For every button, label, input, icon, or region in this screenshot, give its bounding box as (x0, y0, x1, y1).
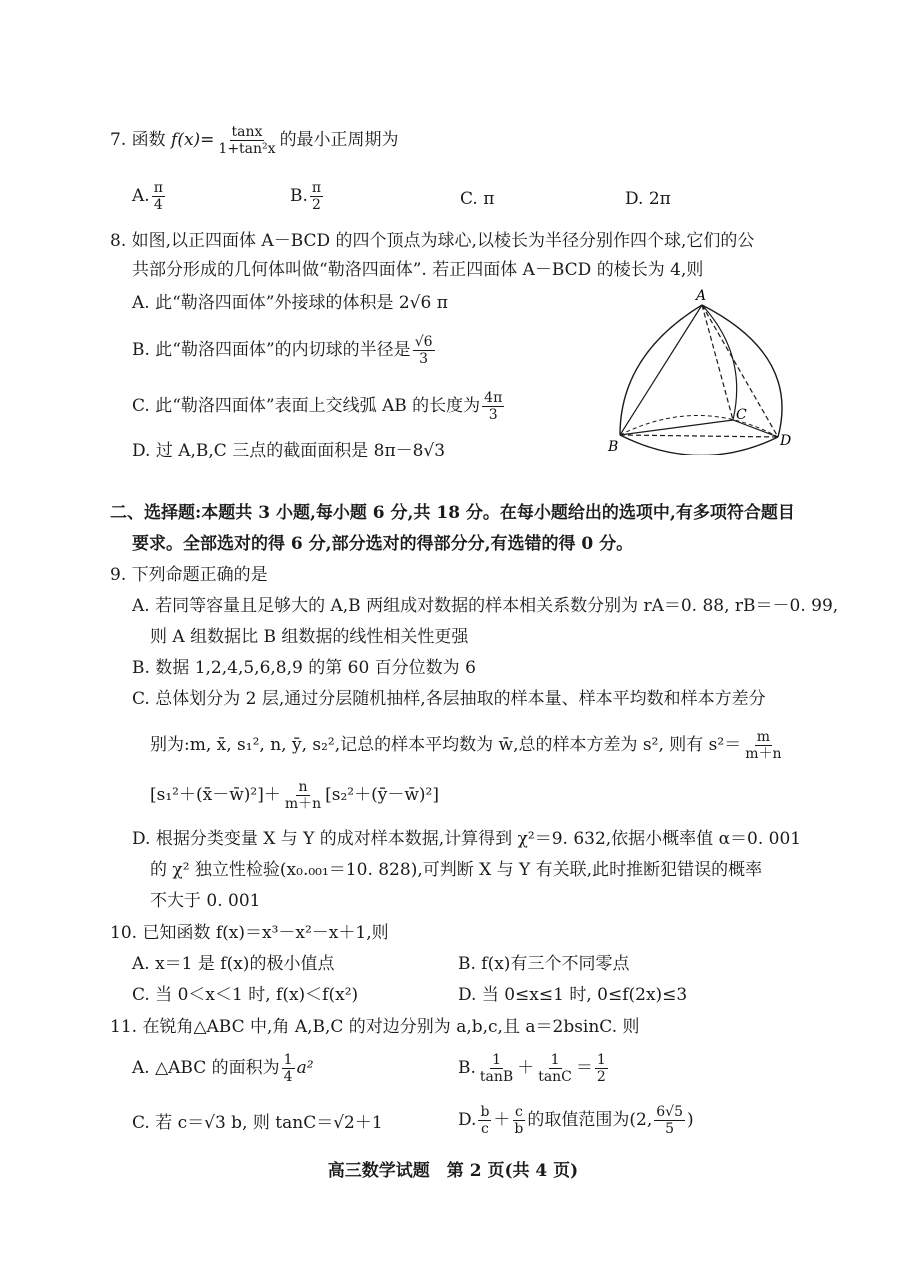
q7-opt-b-num: π (311, 180, 322, 196)
q9-option-d-line-2: 的 χ² 独立性检验(x₀.₀₀₁＝10. 828),可判断 X 与 Y 有关联,此时推断犯错误的概率 (150, 860, 763, 880)
label-d: D (780, 433, 792, 449)
q11-d-mid: 的取值范围为(2, (527, 1110, 653, 1130)
q11-b-pre: B. (458, 1058, 476, 1078)
q7-stem-post: 的最小正周期为 (279, 130, 399, 150)
label-c: C (736, 407, 747, 423)
q7-opt-a-label: A. (132, 186, 150, 206)
q8-opt-b-num: √6 (414, 334, 433, 350)
edge-bd (620, 435, 778, 437)
section2-line-1: 二、选择题:本题共 3 小题,每小题 6 分,共 18 分。在每小题给出的选项中,有多项符合题目 (110, 503, 795, 523)
q11-d-pre: D. (458, 1110, 477, 1130)
q11-b-plus: ＋ (517, 1058, 535, 1078)
q8-opt-c-pre: C. 此“勒洛四面体”表面上交线弧 AB 的长度为 (132, 396, 481, 416)
q7-option-a (132, 180, 167, 213)
q9-c3-den: m＋n (284, 796, 322, 812)
q9-c2-text: 别为:m, x̄, s₁², n, ȳ, s₂²,记总的样本平均数为 w̄,总的样本方差为 s², 则有 s²＝ (150, 735, 742, 755)
q9-c2-num: m (756, 729, 770, 745)
q8-opt-c-den: 3 (488, 407, 498, 423)
q11-a-num: 1 (283, 1052, 293, 1068)
q7-fx: f(x)= (171, 130, 215, 150)
q8-option-c (132, 390, 506, 423)
q11-option-c: C. 若 c＝√3 b, 则 tanC＝√2＋1 (132, 1113, 383, 1133)
section2-line-2: 要求。全部选对的得 6 分,部分选对的得部分分,有选错的得 0 分。 (132, 534, 634, 554)
q11-a-den: 4 (283, 1069, 293, 1085)
q11-a-pre: A. △ABC 的面积为 (132, 1058, 280, 1078)
label-a: A (696, 288, 707, 304)
q7-option-d: D. 2π (625, 189, 671, 209)
q11-d-d2: b (514, 1121, 524, 1137)
q9-option-c-line-2 (150, 728, 786, 762)
q11-b-d1: tanB (479, 1069, 514, 1085)
q8-opt-b-pre: B. 此“勒洛四面体”的内切球的半径是 (132, 340, 411, 360)
reuleaux-tetrahedron-figure (600, 285, 810, 455)
q11-option-b (458, 1052, 610, 1085)
q8-option-a: A. 此“勒洛四面体”外接球的体积是 2√6 π (132, 293, 448, 313)
q7-opt-a-num: π (153, 180, 163, 196)
q11-d-n1: b (480, 1104, 490, 1120)
edge-ac (702, 305, 733, 420)
q9-c3-a: [s₁²＋(x̄－w̄)²]＋ (150, 785, 281, 805)
q9-option-a-line-2: 则 A 组数据比 B 组数据的线性相关性更强 (150, 627, 469, 647)
q8-opt-b-den: 3 (419, 351, 429, 367)
q9-option-b: B. 数据 1,2,4,5,6,8,9 的第 60 百分位数为 6 (132, 658, 476, 678)
q10-stem: 10. 已知函数 f(x)＝x³－x²－x＋1,则 (110, 923, 389, 943)
q9-c3-num: n (298, 779, 308, 795)
q11-d-n2: c (514, 1104, 523, 1120)
q10-option-c: C. 当 0＜x＜1 时, f(x)＜f(x²) (132, 985, 359, 1005)
q7-option-c: C. π (460, 189, 495, 209)
q11-b-d3: 2 (596, 1069, 606, 1085)
q11-d-post: ) (686, 1110, 694, 1130)
edge-bc (620, 420, 733, 435)
q11-option-a (132, 1052, 314, 1085)
q7-opt-a-den: 4 (153, 197, 163, 213)
q10-option-a: A. x＝1 是 f(x)的极小值点 (132, 954, 335, 974)
q8-line-2: 共部分形成的几何体叫做“勒洛四面体”. 若正四面体 A－BCD 的棱长为 4,则 (132, 260, 704, 280)
q7-opt-b-label: B. (290, 186, 308, 206)
q7-fraction (216, 124, 277, 157)
q11-b-n3: 1 (596, 1052, 606, 1068)
q9-c3-b: [s₂²＋(ȳ－w̄)²] (325, 785, 439, 805)
q7-frac-den: 1+tan²x (218, 141, 276, 157)
q7-option-b (290, 180, 325, 213)
q8-option-d: D. 过 A,B,C 三点的截面面积是 8π－8√3 (132, 441, 446, 461)
q9-option-a-line-1: A. 若同等容量且足够大的 A,B 两组成对数据的样本相关系数分别为 rA＝0. 88, rB＝－0. 99, (132, 596, 839, 616)
q7-stem-pre: 7. 函数 (110, 130, 172, 150)
q7-stem (110, 124, 399, 157)
inner-arc-bd (620, 415, 778, 437)
q11-b-n2: 1 (550, 1052, 560, 1068)
q10-option-b: B. f(x)有三个不同零点 (458, 954, 630, 974)
q10-option-d: D. 当 0≤x≤1 时, 0≤f(2x)≤3 (458, 985, 688, 1005)
q11-b-n1: 1 (492, 1052, 501, 1068)
q8-option-b (132, 334, 437, 367)
q9-c2-den: m＋n (745, 746, 782, 762)
page-footer: 高三数学试题 第 2 页(共 4 页) (327, 1161, 579, 1181)
q11-a-post: a² (296, 1058, 314, 1078)
q9-option-d-line-1: D. 根据分类变量 X 与 Y 的成对样本数据,计算得到 χ²＝9. 632,依据小概率值 α＝0. 001 (132, 829, 802, 849)
outer-arc-bottom (620, 435, 778, 455)
q11-d-d1: c (481, 1121, 489, 1137)
q9-option-c-line-1: C. 总体划分为 2 层,通过分层随机抽样,各层抽取的样本量、样本平均数和样本方差分 (132, 689, 766, 709)
q11-b-d2: tanC (538, 1069, 572, 1085)
q7-frac-num: tanx (231, 124, 263, 140)
q9-option-d-line-3: 不大于 0. 001 (150, 891, 261, 911)
q11-d-d3: 5 (665, 1121, 675, 1137)
q11-option-d (458, 1104, 694, 1137)
q11-b-eq: ＝ (575, 1058, 593, 1078)
q8-line-1: 8. 如图,以正四面体 A－BCD 的四个顶点为球心,以棱长为半径分别作四个球,它们的公 (110, 231, 755, 251)
q9-option-c-line-3 (150, 778, 439, 812)
label-b: B (608, 439, 619, 455)
q11-d-plus: ＋ (493, 1110, 511, 1130)
q8-opt-c-num: 4π (484, 390, 503, 406)
q11-stem: 11. 在锐角△ABC 中,角 A,B,C 的对边分别为 a,b,c,且 a＝2bsinC. 则 (110, 1017, 640, 1037)
q11-d-n3: 6√5 (656, 1104, 683, 1120)
q9-stem: 9. 下列命题正确的是 (110, 565, 268, 585)
q7-opt-b-den: 2 (312, 197, 321, 213)
